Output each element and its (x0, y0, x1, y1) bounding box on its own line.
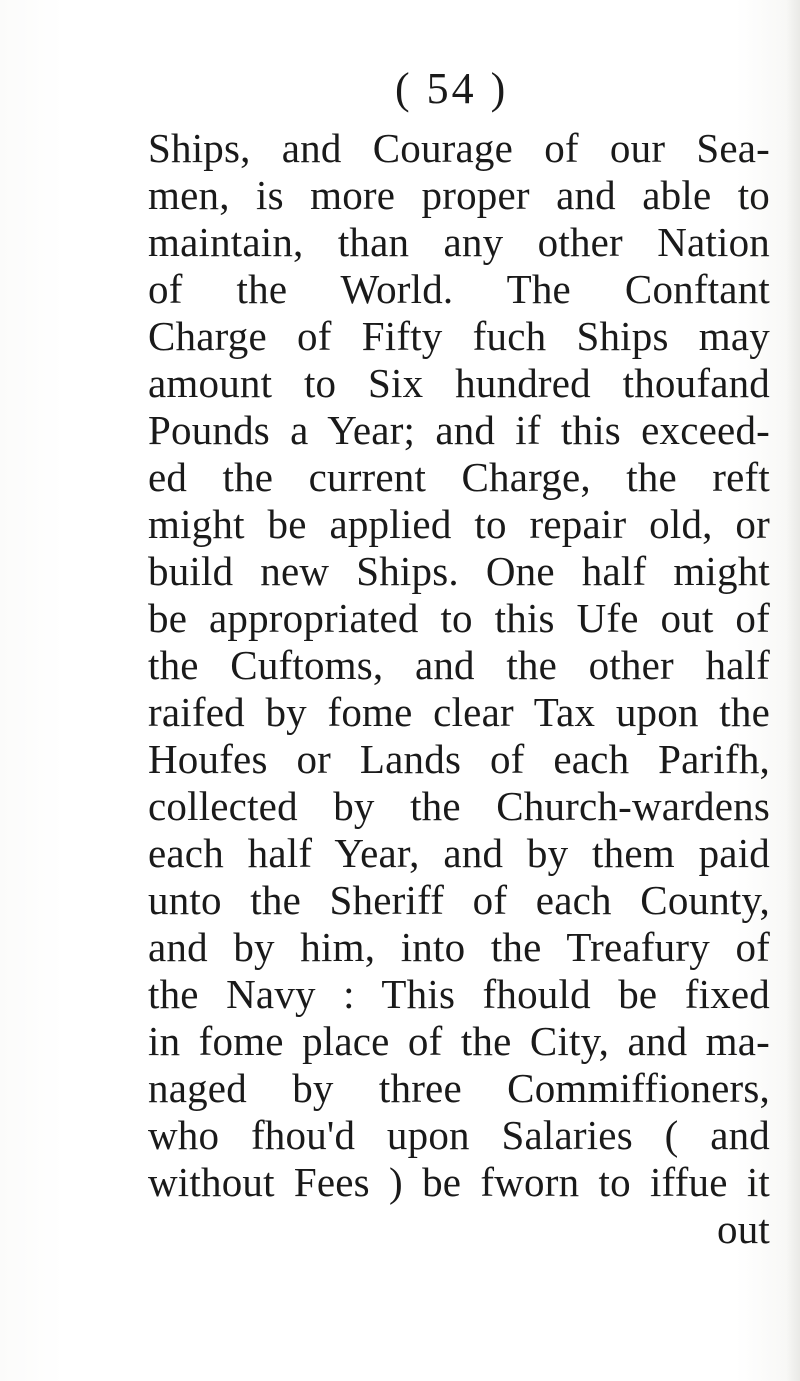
text-line: maintain, than any other Nation (148, 219, 770, 265)
page-edge-shadow (786, 0, 800, 1381)
text-line: who fhou'd upon Salaries ( and (148, 1112, 770, 1158)
text-line: Houfes or Lands of each Parifh, (148, 736, 770, 782)
text-line: naged by three Commiffioners, (148, 1065, 770, 1111)
text-line: of the World. The Conftant (148, 266, 770, 312)
catchword: out (717, 1206, 770, 1252)
text-line: raifed by fome clear Tax upon the (148, 689, 770, 735)
text-line: Charge of Fifty fuch Ships may (148, 313, 770, 359)
text-line: men, is more proper and able to (148, 172, 770, 218)
text-line: build new Ships. One half might (148, 548, 770, 594)
page-number: ( 54 ) (395, 64, 509, 113)
text-line: the Cuftoms, and the other half (148, 642, 770, 688)
text-line: collected by the Church-wardens (148, 783, 770, 829)
text-line: the Navy : This fhould be fixed (148, 971, 770, 1017)
text-line: each half Year, and by them paid (148, 830, 770, 876)
text-line: ed the current Charge, the reft (148, 454, 770, 500)
text-line: might be applied to repair old, or (148, 501, 770, 547)
text-line: in fome place of the City, and ma- (148, 1018, 770, 1064)
text-line: unto the Sheriff of each County, (148, 877, 770, 923)
text-line: amount to Six hundred thoufand (148, 360, 770, 406)
text-line: and by him, into the Treafury of (148, 924, 770, 970)
body-text (148, 125, 770, 1253)
text-line: be appropriated to this Ufe out of (148, 595, 770, 641)
text-line: without Fees ) be fworn to iffue it (148, 1159, 770, 1205)
text-line: Ships, and Courage of our Sea- (148, 125, 770, 171)
text-line: Pounds a Year; and if this exceed- (148, 407, 770, 453)
